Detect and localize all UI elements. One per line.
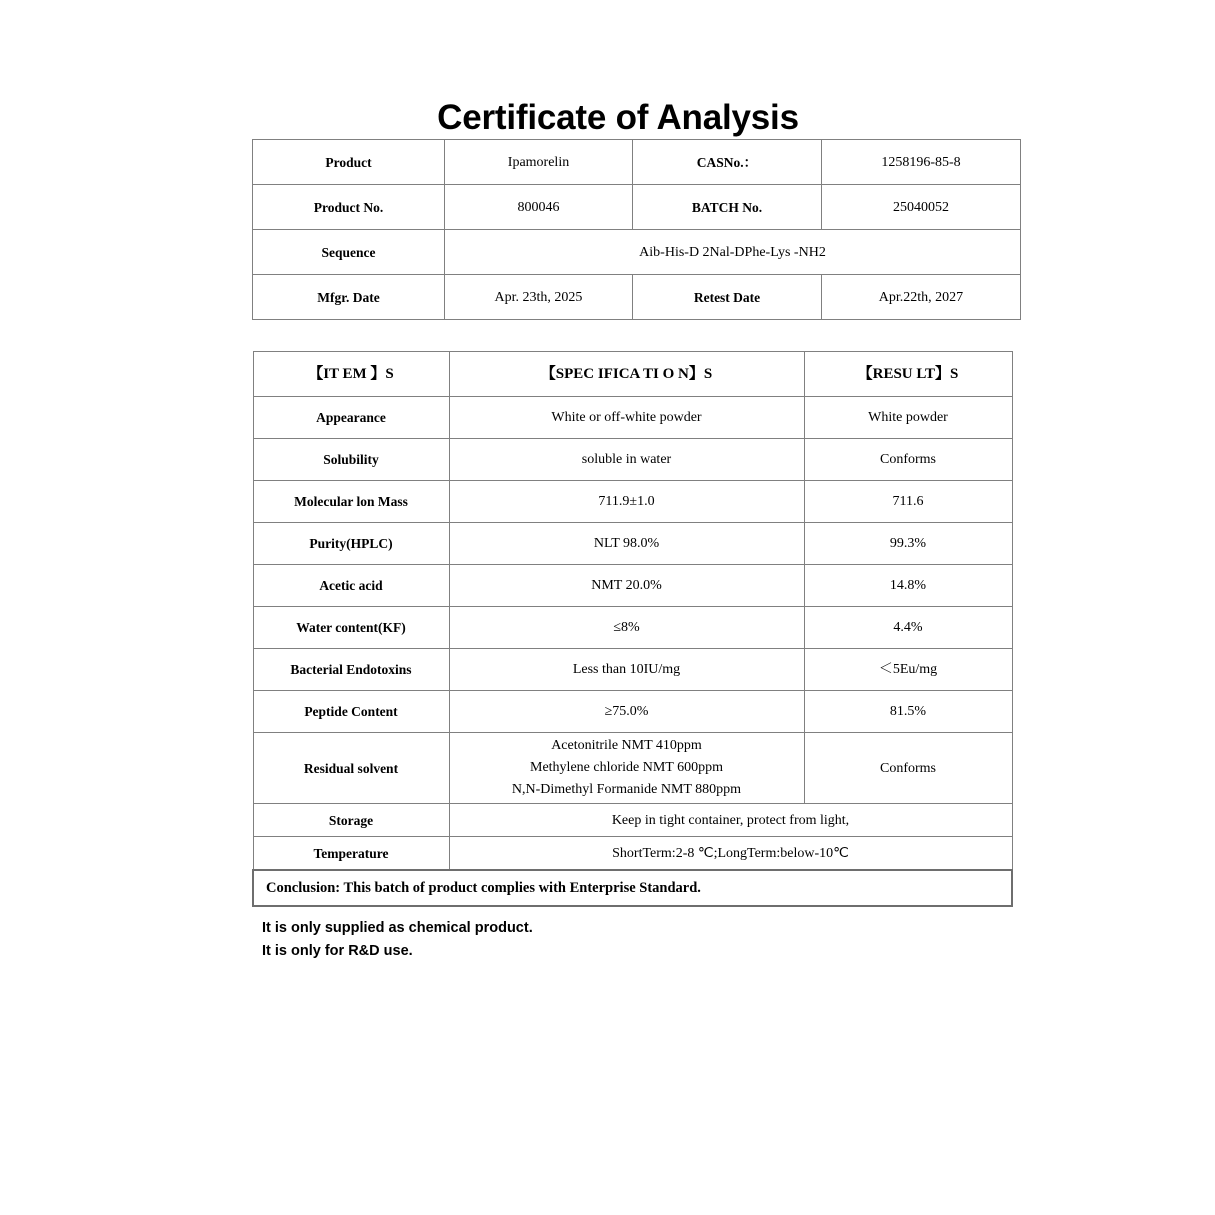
table-row	[253, 733, 1012, 804]
spec-value-acetic-acid: NMT 20.0%	[449, 565, 804, 607]
column-header-specifications: 【SPEC IFICA TI O N】S	[449, 352, 804, 397]
spec-item-peptide-content: Peptide Content	[253, 691, 449, 733]
result-value-molecular-ion-mass: 711.6	[804, 481, 1012, 523]
note-chemical-product: It is only supplied as chemical product.	[262, 920, 533, 936]
table-row	[253, 185, 1021, 230]
product-info-table	[252, 139, 1021, 320]
info-value-sequence: Aib-His-D 2Nal-DPhe-Lys -NH2	[445, 230, 1021, 275]
spec-item-storage: Storage	[253, 804, 449, 837]
result-value-water-content-kf: 4.4%	[804, 607, 1012, 649]
spec-value-storage: Keep in tight container, protect from light,	[449, 804, 1012, 837]
table-row	[253, 691, 1012, 733]
table-row	[253, 837, 1012, 871]
table-row	[253, 397, 1012, 439]
info-value-batch-no: 25040052	[822, 185, 1021, 230]
conclusion-text: Conclusion: This batch of product complies with Enterprise Standard.	[253, 870, 1012, 906]
result-value-residual-solvent: Conforms	[804, 733, 1012, 804]
result-value-acetic-acid: 14.8%	[804, 565, 1012, 607]
spec-value-water-content-kf: ≤8%	[449, 607, 804, 649]
info-label-mfgr-date: Mfgr. Date	[253, 275, 445, 320]
spec-value-bacterial-endotoxins: Less than 10IU/mg	[449, 649, 804, 691]
table-row	[253, 649, 1012, 691]
column-header-items: 【IT EM 】S	[253, 352, 449, 397]
spec-item-acetic-acid: Acetic acid	[253, 565, 449, 607]
spec-item-water-content-kf: Water content(KF)	[253, 607, 449, 649]
table-row	[253, 275, 1021, 320]
info-label-batch-no: BATCH No.	[633, 185, 822, 230]
table-row	[253, 439, 1012, 481]
table-row	[253, 230, 1021, 275]
info-label-retest-date: Retest Date	[633, 275, 822, 320]
info-value-cas-no: 1258196-85-8	[822, 140, 1021, 185]
table-row	[253, 481, 1012, 523]
solvent-line-methylene-chloride: Methylene chloride NMT 600ppm	[530, 760, 723, 775]
table-row	[253, 607, 1012, 649]
spec-value-temperature: ShortTerm:2-8 ℃;LongTerm:below-10℃	[449, 837, 1012, 871]
table-row	[253, 565, 1012, 607]
info-label-product: Product	[253, 140, 445, 185]
spec-value-molecular-ion-mass: 711.9±1.0	[449, 481, 804, 523]
specifications-table	[252, 351, 1013, 907]
result-value-bacterial-endotoxins: ＜5Eu/mg	[804, 649, 1012, 691]
info-value-mfgr-date: Apr. 23th, 2025	[445, 275, 633, 320]
info-value-product-no: 800046	[445, 185, 633, 230]
spec-value-peptide-content: ≥75.0%	[449, 691, 804, 733]
column-header-results: 【RESU LT】S	[804, 352, 1012, 397]
spec-value-appearance: White or off-white powder	[449, 397, 804, 439]
page-title: Certificate of Analysis	[437, 98, 799, 137]
spec-value-purity-hplc: NLT 98.0%	[449, 523, 804, 565]
result-value-solubility: Conforms	[804, 439, 1012, 481]
info-value-product: Ipamorelin	[445, 140, 633, 185]
solvent-line-dimethyl-formanide: N,N-Dimethyl Formanide NMT 880ppm	[511, 782, 742, 797]
info-label-sequence: Sequence	[253, 230, 445, 275]
info-value-retest-date: Apr.22th, 2027	[822, 275, 1021, 320]
result-value-peptide-content: 81.5%	[804, 691, 1012, 733]
spec-item-residual-solvent: Residual solvent	[253, 733, 449, 804]
spec-value-solubility: soluble in water	[449, 439, 804, 481]
table-row	[253, 523, 1012, 565]
info-label-product-no: Product No.	[253, 185, 445, 230]
spec-item-molecular-ion-mass: Molecular lon Mass	[253, 481, 449, 523]
spec-item-solubility: Solubility	[253, 439, 449, 481]
certificate-page	[252, 0, 984, 963]
spec-item-appearance: Appearance	[253, 397, 449, 439]
solvent-line-acetonitrile: Acetonitrile NMT 410ppm	[551, 738, 702, 753]
info-label-cas-no: CASNo.：	[633, 140, 822, 185]
table-row	[253, 140, 1021, 185]
result-value-purity-hplc: 99.3%	[804, 523, 1012, 565]
note-rd-use: It is only for R&D use.	[262, 943, 413, 959]
footer-notes	[252, 917, 984, 963]
spec-value-residual-solvent	[449, 733, 804, 804]
spec-item-purity-hplc: Purity(HPLC)	[253, 523, 449, 565]
spec-item-temperature: Temperature	[253, 837, 449, 871]
table-row	[253, 804, 1012, 837]
table-header-row	[253, 352, 1012, 397]
result-value-appearance: White powder	[804, 397, 1012, 439]
spec-item-bacterial-endotoxins: Bacterial Endotoxins	[253, 649, 449, 691]
conclusion-row	[253, 870, 1012, 906]
